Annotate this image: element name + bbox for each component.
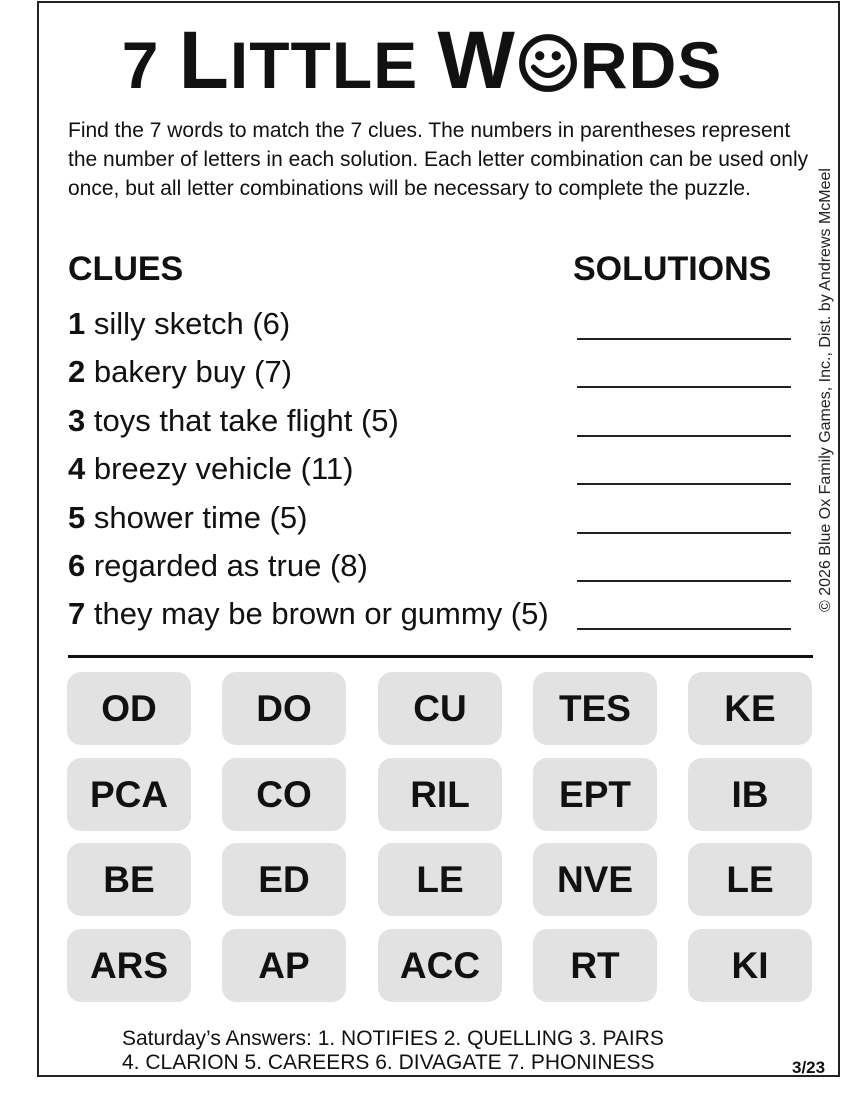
clue-text: shower time (5) (85, 499, 308, 535)
letter-tile[interactable]: ED (222, 843, 346, 916)
clue-text: regarded as true (8) (85, 547, 368, 583)
clues-heading: CLUES (68, 250, 184, 288)
letter-tile[interactable]: RIL (378, 758, 502, 831)
puzzle-title (0, 15, 844, 108)
clue-number: 6 (68, 547, 86, 583)
letter-tile[interactable]: CO (222, 758, 346, 831)
title-letter: W (437, 15, 516, 106)
previous-answers (122, 1027, 664, 1075)
clue-number: 1 (68, 306, 86, 341)
clue-row (68, 350, 798, 398)
clue-text: they may be brown or gummy (5) (85, 596, 549, 632)
letter-tile[interactable]: KI (688, 929, 812, 1002)
letter-tile[interactable]: CU (378, 672, 502, 745)
letter-tile[interactable]: IB (688, 758, 812, 831)
divider (68, 655, 813, 658)
clue-row (68, 496, 798, 544)
letter-tile[interactable]: LE (378, 843, 502, 916)
clue-row (68, 302, 798, 350)
clue-number: 5 (68, 499, 86, 535)
solution-blank[interactable] (577, 483, 791, 485)
title-letter: L (178, 15, 230, 106)
solution-blank[interactable] (577, 386, 791, 388)
instructions-text: Find the 7 words to match the 7 clues. The numbers in parentheses represent the number of letters in each solution. Each letter combination can be used only once, but all letter combinations will be necessary to complete the puzzle. (68, 119, 809, 200)
clue-text: bakery buy (7) (85, 354, 293, 390)
smiley-face-icon (517, 32, 579, 94)
letter-tile[interactable]: PCA (67, 758, 191, 831)
clue-number: 7 (68, 596, 86, 632)
solution-blank[interactable] (577, 435, 791, 437)
clue-row (68, 399, 798, 447)
title-number: 7 (121, 28, 160, 102)
letter-tile[interactable]: ACC (378, 929, 502, 1002)
solution-blank[interactable] (577, 532, 791, 534)
clue-row (68, 447, 798, 495)
letter-tile[interactable]: RT (533, 929, 657, 1002)
clue-text: silly sketch (6) (85, 306, 291, 341)
letter-tile[interactable]: ARS (67, 929, 191, 1002)
title-word-rest: RDS (579, 28, 723, 102)
solution-blank[interactable] (577, 628, 791, 630)
copyright-credit: © 2026 Blue Ox Family Games, Inc., Dist. by Andrews McMeel (817, 168, 834, 612)
letter-tile[interactable]: OD (67, 672, 191, 745)
clue-text: toys that take flight (5) (85, 402, 399, 438)
letter-tile[interactable]: AP (222, 929, 346, 1002)
solution-blank[interactable] (577, 338, 791, 340)
clue-row (68, 592, 798, 640)
letter-tile[interactable]: TES (533, 672, 657, 745)
clue-row (68, 544, 798, 592)
clue-number: 2 (68, 354, 86, 390)
clue-list (68, 302, 798, 641)
page-number: 3/23 (792, 1058, 826, 1077)
title-word-rest: ITTLE (229, 28, 419, 102)
clue-number: 4 (68, 451, 86, 487)
clue-number: 3 (68, 402, 86, 438)
letter-tile[interactable]: KE (688, 672, 812, 745)
answers-line: Saturday’s Answers: 1. NOTIFIES 2. QUELLING 3. PAIRS (122, 1027, 664, 1050)
letter-tile[interactable]: LE (688, 843, 812, 916)
answers-line: 4. CLARION 5. CAREERS 6. DIVAGATE 7. PHONINESS (122, 1051, 655, 1074)
solutions-heading: SOLUTIONS (573, 250, 772, 288)
letter-tile[interactable]: DO (222, 672, 346, 745)
solution-blank[interactable] (577, 580, 791, 582)
letter-tile[interactable]: BE (67, 843, 191, 916)
clue-text: breezy vehicle (11) (85, 451, 354, 487)
letter-tile[interactable]: EPT (533, 758, 657, 831)
letter-tile[interactable]: NVE (533, 843, 657, 916)
